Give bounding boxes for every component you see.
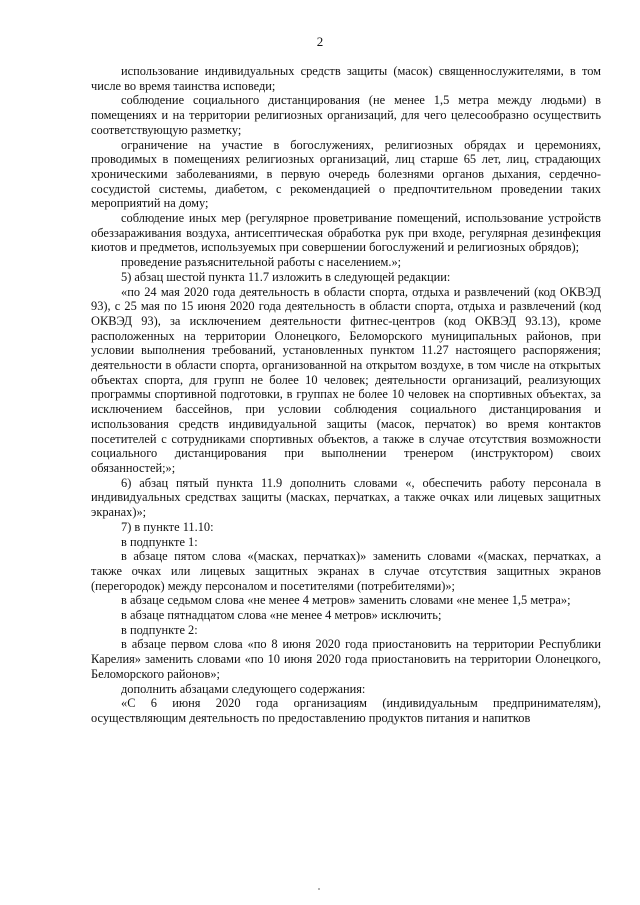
scan-artifact xyxy=(318,888,320,890)
page-number: 2 xyxy=(316,34,324,49)
paragraph-social-distancing: соблюдение социального дистанцирования (не менее 1,5 метра между людьми) в помещениях и на территории религиозных организаций, для чего целесообразно осуществить соответствующую разметку; xyxy=(91,93,601,137)
paragraph-sports-activity: «по 24 мая 2020 года деятельность в области спорта, отдыха и развлечений (код ОКВЭД 93), с 25 мая по 15 июня 2020 года деятельность в области спорта, отдыха и развлечений (код ОКВЭД 93), за исключением деятельности фитнес-центров (код ОКВЭД 93.13), кроме расположенных на территории Олонецкого, Беломорского муниципальных районов, при условии выполнения требований, установленных пунктом 11.27 настоящего распоряжения; деятельности в области спорта, организованной на открытом воздухе, в том числе на открытых объектах спорта, для групп не более 10 человек; деятельности организаций, реализующих программы спортивной подготовки, в группах не более 10 человек на спортивных объектах, за исключением бассейнов, при условии соблюдения социального дистанцирования и использования средств индивидуальной защиты (масок, перчаток) во время контактов посетителей с сотрудниками спортивных объектов, а также в случае отсутствия возможности социального дистанцирования при выполнении тренером (инструктором) своих обязанностей;»; xyxy=(91,284,601,475)
paragraph-subclause-1: в подпункте 1: xyxy=(121,534,198,549)
paragraph-add-paragraphs: дополнить абзацами следующего содержания: xyxy=(121,681,366,696)
paragraph-masks-clergy: использование индивидуальных средств защиты (масок) священнослужителями, в том числе во время таинства исповеди; xyxy=(91,64,601,93)
paragraph-attendance-restriction: ограничение на участие в богослужениях, религиозных обрядах и церемониях, проводимых в помещениях религиозных организаций, лиц старше 65 лет, лиц, страдающих хроническими заболеваниями, в первую очередь болезнями органов дыхания, сердечно-сосудистой системы, диабетом, с рекомендацией о предпочтительном проведении таких мероприятий на дому; xyxy=(91,137,601,211)
paragraph-new-text: «С 6 июня 2020 года организациям (индивидуальным предпринимателям), осуществляющим деятельность по предоставлению продуктов питания и напитков xyxy=(91,696,601,725)
paragraph-fifteenth-para-change: в абзаце пятнадцатом слова «не менее 4 метров» исключить; xyxy=(121,608,442,623)
paragraph-seventh-para-change: в абзаце седьмом слова «не менее 4 метров» заменить словами «не менее 1,5 метра»; xyxy=(121,593,571,608)
paragraph-fifth-para-change: в абзаце пятом слова «(масках, перчатках)» заменить словами «(масках, перчатках, а также очках или лицевых защитных экранах в случае отсутствия защитных экранов (перегородок) между персоналом и посетителями (потребителями)»; xyxy=(91,549,601,593)
paragraph-first-para-change: в абзаце первом слова «по 8 июня 2020 года приостановить на территории Республики Карелия» заменить словами «по 10 июня 2020 года приостановить на территории Олонецкого, Беломорского районов»; xyxy=(91,637,601,681)
paragraph-amendment-5: 5) абзац шестой пункта 11.7 изложить в следующей редакции: xyxy=(121,269,451,284)
paragraph-subclause-2: в подпункте 2: xyxy=(121,622,198,637)
document-body xyxy=(91,64,601,726)
paragraph-amendment-7: 7) в пункте 11.10: xyxy=(121,519,214,534)
paragraph-outreach: проведение разъяснительной работы с населением.»; xyxy=(121,255,402,270)
paragraph-amendment-6: 6) абзац пятый пункта 11.9 дополнить словами «, обеспечить работу персонала в индивидуальных средствах защиты (масках, перчатках, а также очках или лицевых защитных экранах)»; xyxy=(91,475,601,520)
paragraph-other-measures: соблюдение иных мер (регулярное проветривание помещений, использование устройств обеззараживания воздуха, антисептическая обработка рук при входе, регулярная дезинфекция киотов и предметов, используемых при совершении богослужений и религиозных обрядов); xyxy=(91,211,601,255)
